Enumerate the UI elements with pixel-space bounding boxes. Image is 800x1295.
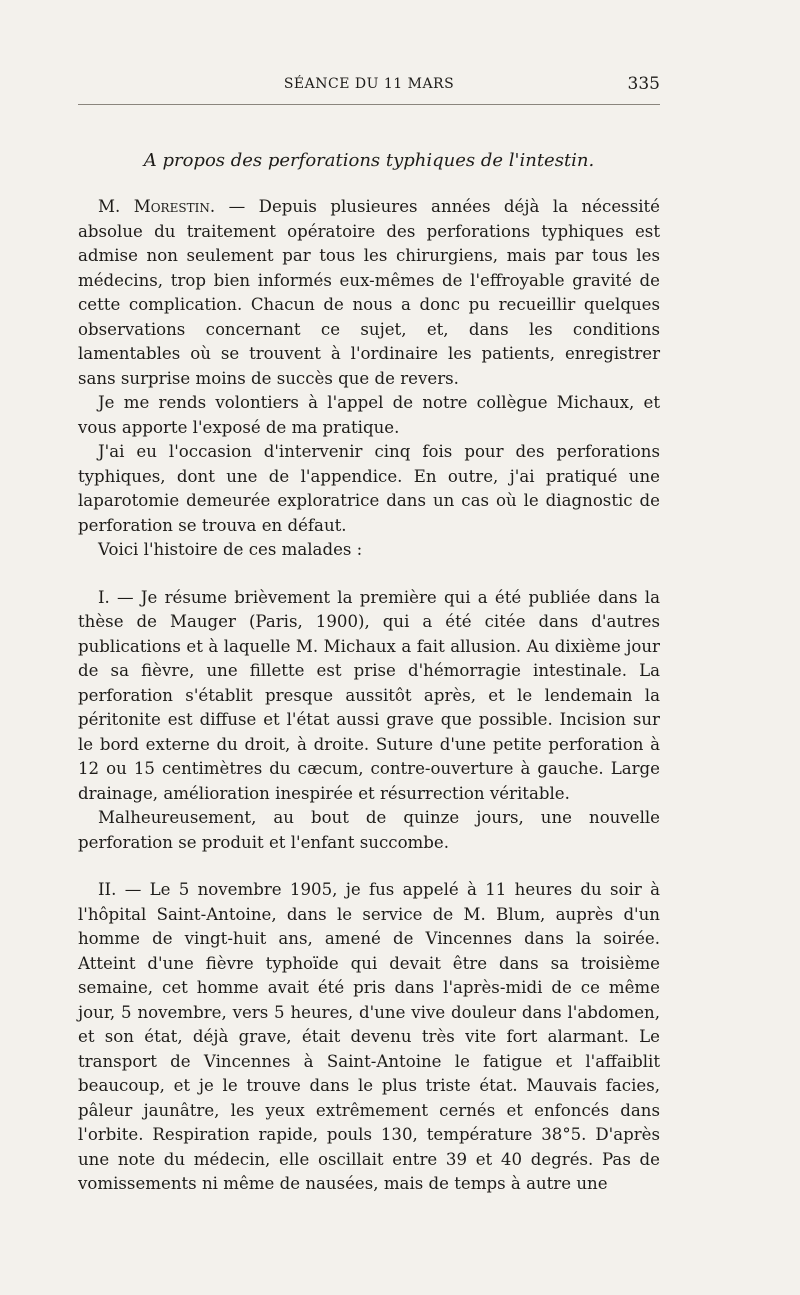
paragraph bbox=[78, 195, 660, 391]
speaker-name: M. Morestin. bbox=[98, 197, 216, 216]
paragraph: Voici l'histoire de ces malades : bbox=[98, 540, 363, 559]
paragraph: J'ai eu l'occasion d'intervenir cinq fois pour des perforations typhiques, dont une de l'appendice. En outre, j'ai pratiqué une laparotomie demeurée exploratrice dans un cas où le diagnostic de perforation se trouva en défaut. bbox=[78, 442, 660, 535]
page-number: 335 bbox=[627, 74, 660, 94]
header-rule bbox=[78, 104, 660, 105]
running-title: SÉANCE DU 11 MARS bbox=[283, 76, 455, 92]
body-text bbox=[78, 195, 660, 1197]
paragraph: II. — Le 5 novembre 1905, je fus appelé à 11 heures du soir à l'hôpital Saint-Antoine, dans le service de M. Blum, auprès d'un homme de vingt-huit ans, amené de Vincennes dans la soirée. Atteint d'une fièvre typhoïde qui devait être dans sa troisième semaine, cet homme avait été pris dans l'après-midi de ce même jour, 5 novembre, vers 5 heures, d'une vive douleur dans l'abdomen, et son état, déjà grave, était devenu très vite fort alarmant. Le transport de Vincennes à Saint-Antoine le fatigue et l'affaiblit beaucoup, et je le trouve dans le plus triste état. Mauvais facies, pâleur jaunâtre, les yeux extrêmement cernés et enfoncés dans l'orbite. Respiration rapide, pouls 130, température 38°5. D'après une note du médecin, elle oscillait entre 39 et 40 degrés. Pas de vomissements ni même de nausées, mais de temps à autre une bbox=[78, 880, 660, 1193]
paragraph: Malheureusement, au bout de quinze jours, une nouvelle perforation se produit et l'enfant succombe. bbox=[78, 808, 660, 852]
paragraph: I. — Je résume brièvement la première qui a été publiée dans la thèse de Mauger (Paris, 1900), qui a été citée dans d'autres publications et à laquelle M. Michaux a fait allusion. Au dixième jour de sa fièvre, une fillette est prise d'hémorragie intestinale. La perforation s'établit presque aussitôt après, et le lendemain la péritonite est diffuse et l'état aussi grave que possible. Incision sur le bord externe du droit, à droite. Suture d'une petite perforation à 12 ou 15 centimètres du cæcum, contre-ouverture à gauche. Large drainage, amélioration inespirée et résurrection véritable. bbox=[78, 587, 660, 803]
section-title: A propos des perforations typhiques de l'intestin. bbox=[143, 150, 595, 171]
paragraph-text: — Depuis plusieures années déjà la nécessité absolue du traitement opératoire des perforations typhiques est admise non seulement par tous les chirurgiens, mais par tous les médecins, trop bien informés eux-mêmes de l'effroyable gravité de cette complication. Chacun de nous a donc pu recueillir quelques observations concernant ce sujet, et, dans les conditions lamentables où se trouvent à l'ordinaire les patients, enregistrer sans surprise moins de succès que de revers. bbox=[78, 197, 661, 388]
paragraph: Je me rends volontiers à l'appel de notre collègue Michaux, et vous apporte l'exposé de ma pratique. bbox=[78, 393, 660, 437]
running-header bbox=[78, 72, 660, 100]
